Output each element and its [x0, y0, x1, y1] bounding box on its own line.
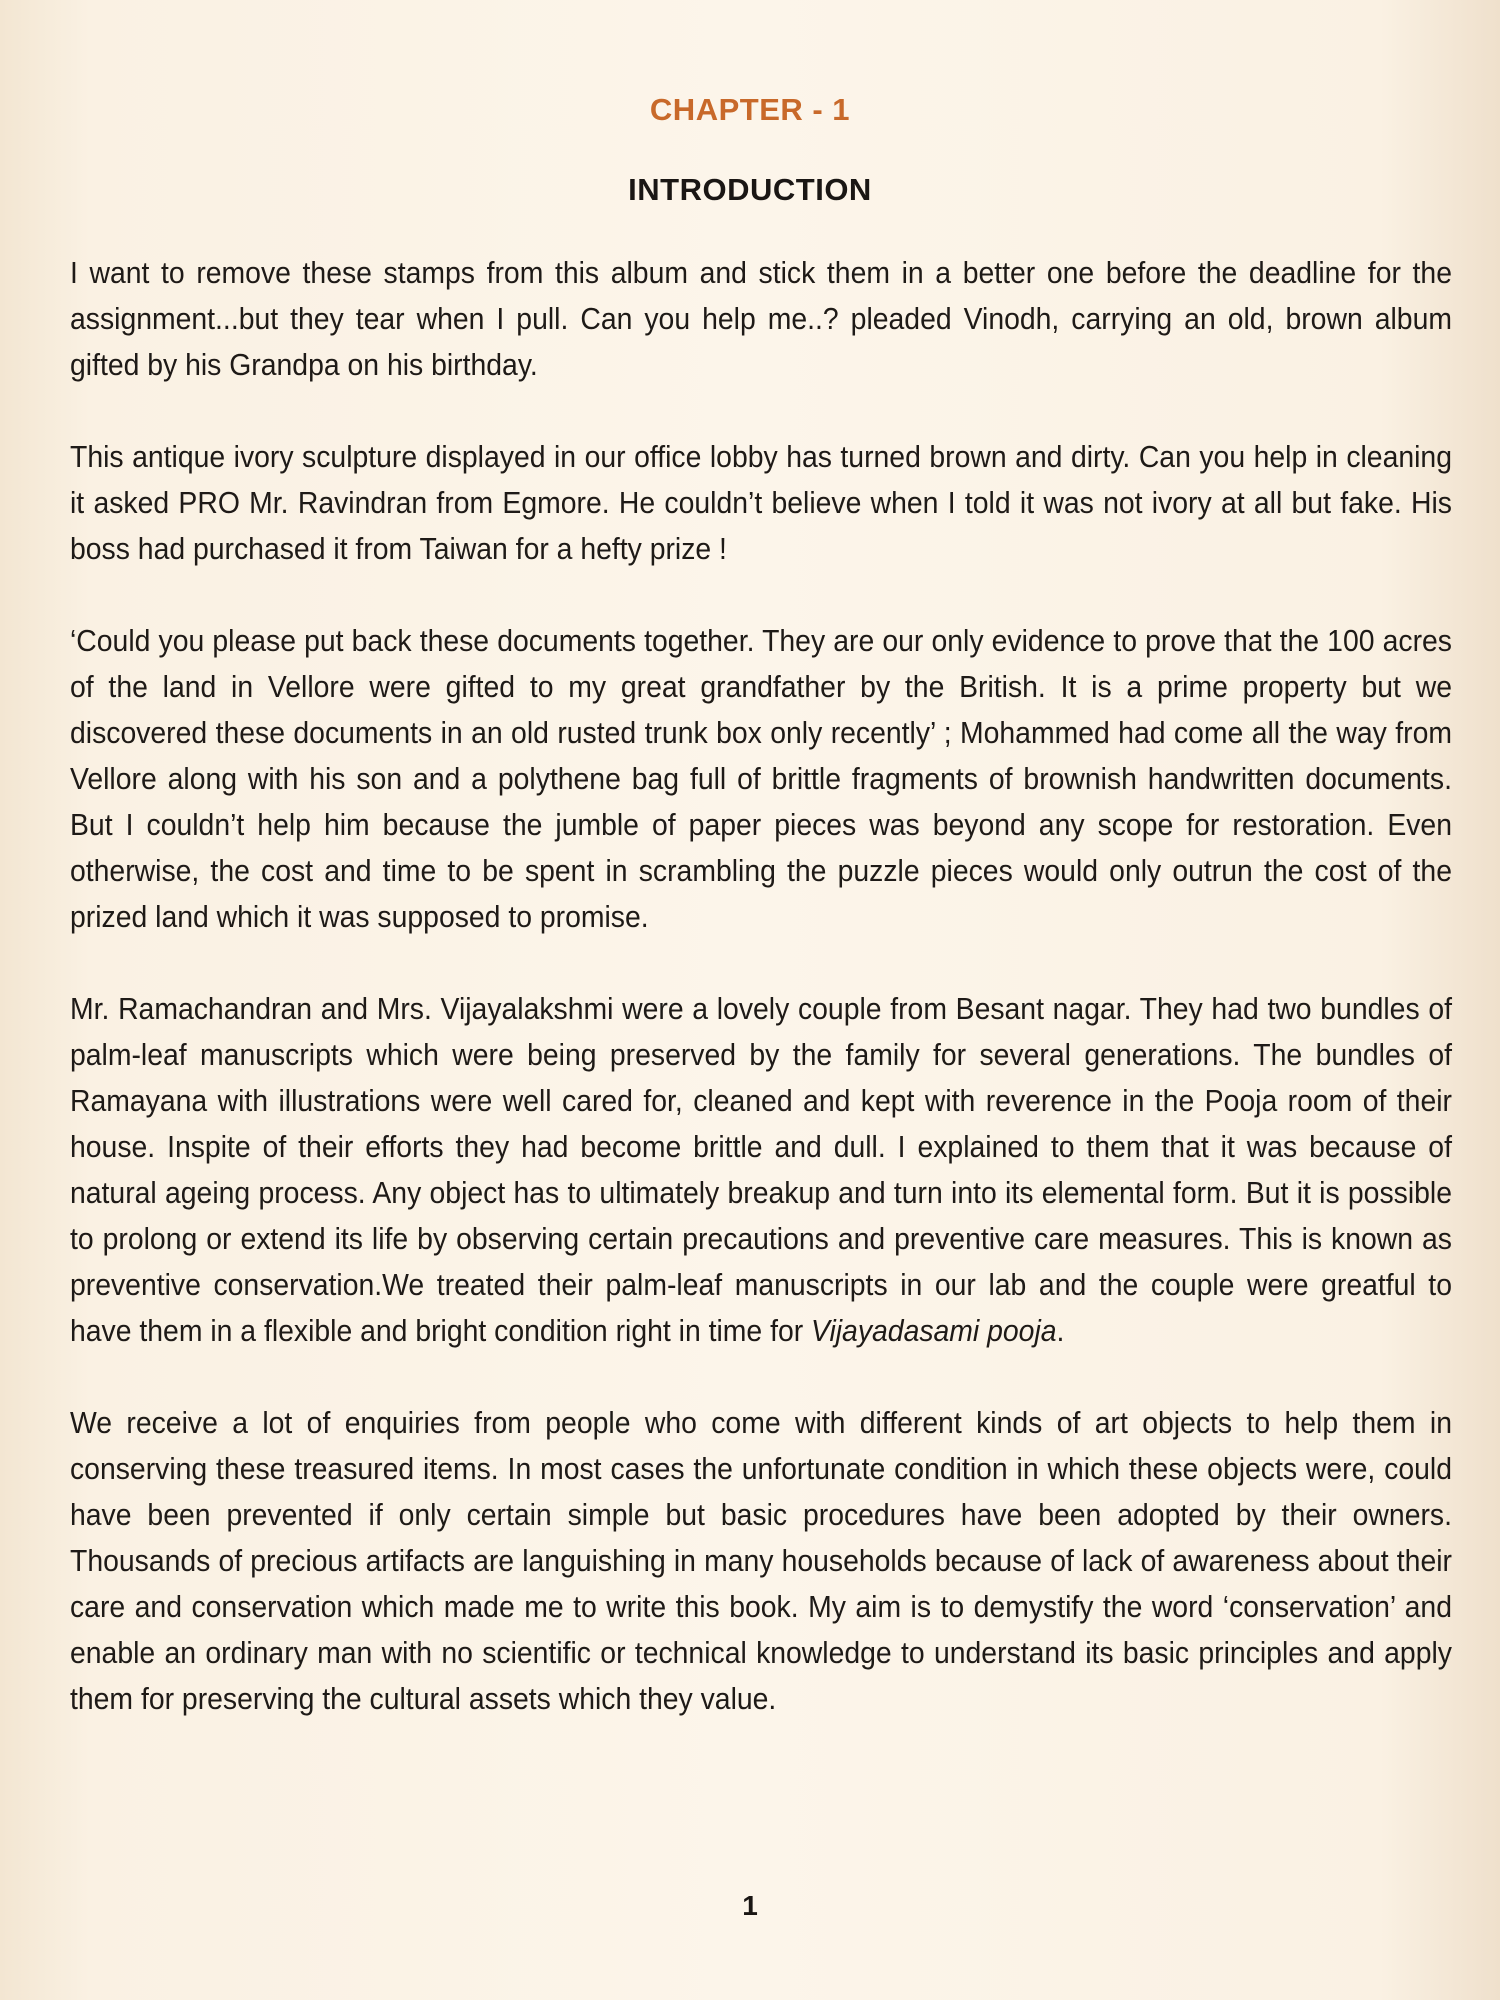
paragraph-4-end: . [1056, 1314, 1065, 1348]
page-number: 1 [742, 1890, 758, 1921]
chapter-title: INTRODUCTION [628, 172, 872, 207]
body-text [70, 250, 1452, 1768]
paragraph-1: I want to remove these stamps from this album and stick them in a better one before the deadline for the assignment...but they tear when I pull. Can you help me..? pleaded Vinodh, carrying an old, brown album gifted by his Grandpa on his birthday. [70, 256, 1452, 382]
paragraph-4-italic: Vijayadasami pooja [811, 1314, 1057, 1348]
paragraph-5: We receive a lot of enquiries from people who come with different kinds of art objects to help them in conserving these treasured items. In most cases the unfortunate condition in which these objects were, could have been prevented if only certain simple but basic procedures have been adopted by their owners. Thousands of precious artifacts are languishing in many households because of lack of awareness about their care and conservation which made me to write this book. My aim is to demystify the word ‘conservation’ and enable an ordinary man with no scientific or technical knowledge to understand its basic principles and apply them for preserving the cultural assets which they value. [70, 1406, 1452, 1716]
paragraph-2: This antique ivory sculpture displayed in our office lobby has turned brown and dirty. Can you help in cleaning it asked PRO Mr. Ravindran from Egmore. He couldn’t believe when I told it was not ivory at all but fake. His boss had purchased it from Taiwan for a hefty prize ! [70, 440, 1452, 566]
paragraph-4 [70, 986, 1452, 1354]
paragraph-3: ‘Could you please put back these documents together. They are our only evidence to prove that the 100 acres of the land in Vellore were gifted to my great grandfather by the British. It is a prime property but we discovered these documents in an old rusted trunk box only recently’ ; Mohammed had come all the way from Vellore along with his son and a polythene bag full of brittle fragments of brownish handwritten documents. But I couldn’t help him because the jumble of paper pieces was beyond any scope for restoration. Even otherwise, the cost and time to be spent in scrambling the puzzle pieces would only outrun the cost of the prized land which it was supposed to promise. [70, 624, 1452, 934]
chapter-label: CHAPTER - 1 [649, 92, 851, 127]
paragraph-4-text: Mr. Ramachandran and Mrs. Vijayalakshmi were a lovely couple from Besant nagar. They had two bundles of palm-leaf manuscripts which were being preserved by the family for several generations. The bundles of Ramayana with illustrations were well cared for, cleaned and kept with reverence in the Pooja room of their house. Inspite of their efforts they had become brittle and dull. I explained to them that it was because of natural ageing process. Any object has to ultimately breakup and turn into its elemental form. But it is possible to prolong or extend its life by observing certain precautions and preventive care measures. This is known as preventive conservation.We treated their palm-leaf manuscripts in our lab and the couple were greatful to have them in a flexible and bright condition right in time for [70, 992, 1452, 1348]
